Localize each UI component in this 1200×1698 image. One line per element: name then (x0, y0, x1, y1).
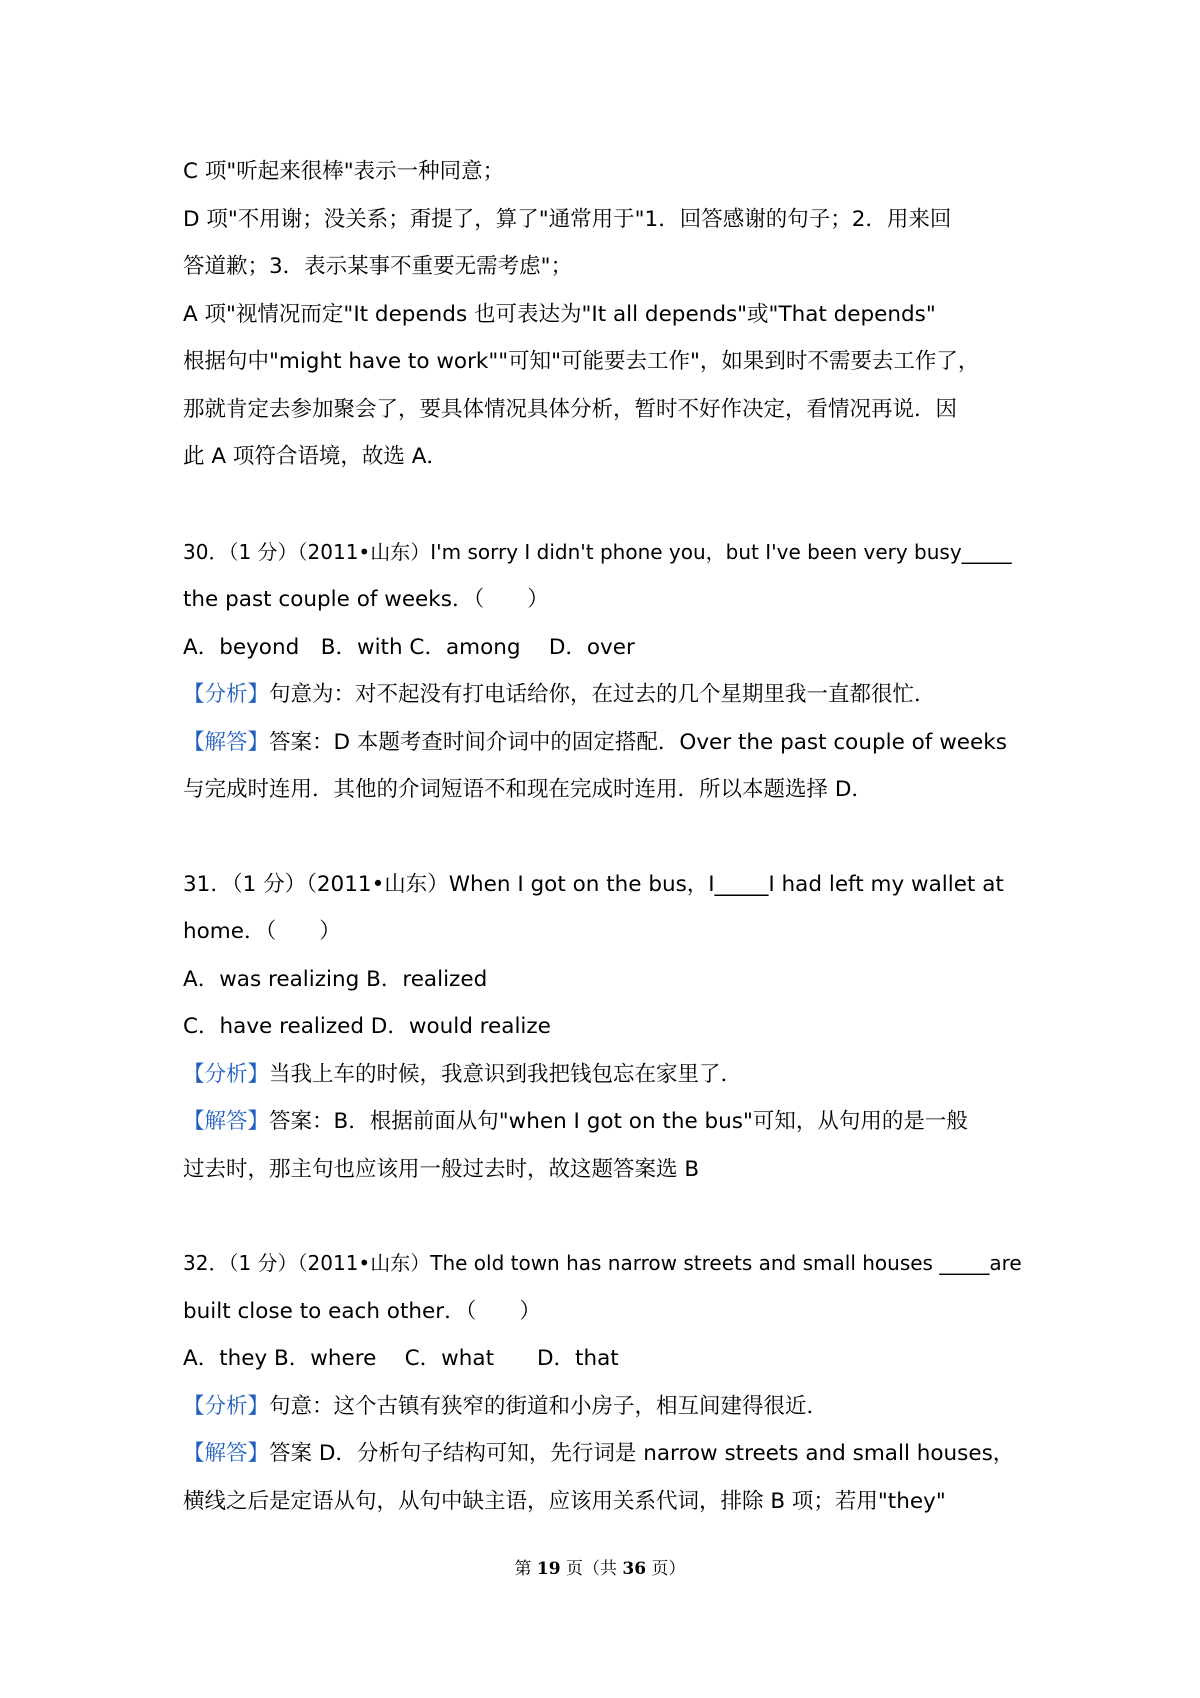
analysis-tag: 【分析】 (183, 682, 270, 707)
question-30 (183, 529, 1028, 814)
question-options: A．they B．where C．what D．that (183, 1346, 619, 1371)
answer-line1 (183, 1098, 1028, 1146)
reasoning-line1: 根据句中"might have to work""可知"可能要去工作"，如果到时不需要去工作了， (183, 349, 980, 374)
analysis-text: 当我上车的时候，我意识到我把钱包忘在家里了． (269, 1061, 743, 1087)
analysis-text: 句意为：对不起没有打电话给你，在过去的几个星期里我一直都很忙． (269, 682, 936, 707)
footer-middle: 页（共 (566, 1559, 617, 1579)
question-stem-line2: built close to each other．（ ） (183, 1298, 541, 1324)
question-stem-line1: 31．（1 分）（2011•山东）When I got on the bus，I_____I had left my wallet at (183, 871, 1004, 897)
spacer (183, 814, 1028, 861)
footer-prefix: 第 (514, 1559, 532, 1579)
footer-total-pages: 36 (622, 1559, 647, 1579)
answer-line2: 过去时，那主句也应该用一般过去时，故这题答案选 B (183, 1156, 700, 1182)
answer-text: 答案：D 本题考查时间介词中的固定搭配．Over the past couple of weeks (269, 729, 1007, 755)
answer-tag: 【解答】 (183, 1109, 270, 1134)
question-stem-line1: 30．（1 分）（2011•山东）I'm sorry I didn't phone you，but I've been very busy_____ (183, 539, 1012, 564)
reasoning-line2: 那就肯定去参加聚会了，要具体情况具体分析，暂时不好作决定，看情况再说．因 (183, 396, 958, 422)
question-stem-line2: home．（ ） (183, 919, 341, 944)
question-32 (183, 1240, 1028, 1525)
analysis-line (183, 1051, 1028, 1099)
question-31 (183, 861, 1028, 1194)
answer-tag: 【解答】 (183, 1441, 270, 1466)
footer-suffix: 页） (651, 1559, 686, 1579)
answer-tag: 【解答】 (183, 729, 270, 755)
explanation-option-d-line2: 答道歉；3．表示某事不重要无需考虑"； (183, 254, 573, 279)
analysis-tag: 【分析】 (183, 1061, 270, 1087)
question-stem-line2: the past couple of weeks．（ ） (183, 587, 549, 612)
question-stem-line1: 32．（1 分）（2011•山东）The old town has narrow streets and small houses _____are (183, 1251, 1022, 1275)
document-page (183, 148, 1028, 1525)
analysis-line (183, 1383, 1028, 1431)
question-options-line1: A．was realizing B．realized (183, 966, 488, 992)
question-options: A．beyond B．with C．among D．over (183, 634, 635, 660)
spacer (183, 1193, 1028, 1240)
analysis-text: 句意：这个古镇有狭窄的街道和小房子，相互间建得很近． (269, 1393, 829, 1419)
answer-text: 答案 D．分析句子结构可知，先行词是 narrow streets and small houses， (269, 1441, 1015, 1466)
reasoning-line3: 此 A 项符合语境，故选 A． (183, 444, 448, 469)
explanation-option-c: C 项"听起来很棒"表示一种同意； (183, 159, 505, 184)
explanation-option-a: A 项"视情况而定"It depends 也可表达为"It all depends"或"That depends" (183, 301, 936, 327)
spacer (183, 481, 1028, 529)
analysis-line (183, 671, 1028, 719)
answer-line1 (183, 719, 1028, 767)
answer-line2: 横线之后是定语从句，从句中缺主语，应该用关系代词，排除 B 项；若用"they" (183, 1488, 946, 1514)
analysis-tag: 【分析】 (183, 1393, 270, 1419)
answer-text: 答案：B．根据前面从句"when I got on the bus"可知，从句用的是一般 (269, 1109, 968, 1134)
explanation-option-d-line1: D 项"不用谢；没关系；甭提了，算了"通常用于"1．回答感谢的句子；2．用来回 (183, 206, 952, 232)
answer-line1 (183, 1430, 1028, 1478)
page-footer (0, 1558, 1200, 1580)
question-options-line2: C．have realized D．would realize (183, 1014, 551, 1039)
answer-line2: 与完成时连用．其他的介词短语不和现在完成时连用．所以本题选择 D． (183, 777, 873, 802)
footer-page-number: 19 (536, 1559, 561, 1579)
